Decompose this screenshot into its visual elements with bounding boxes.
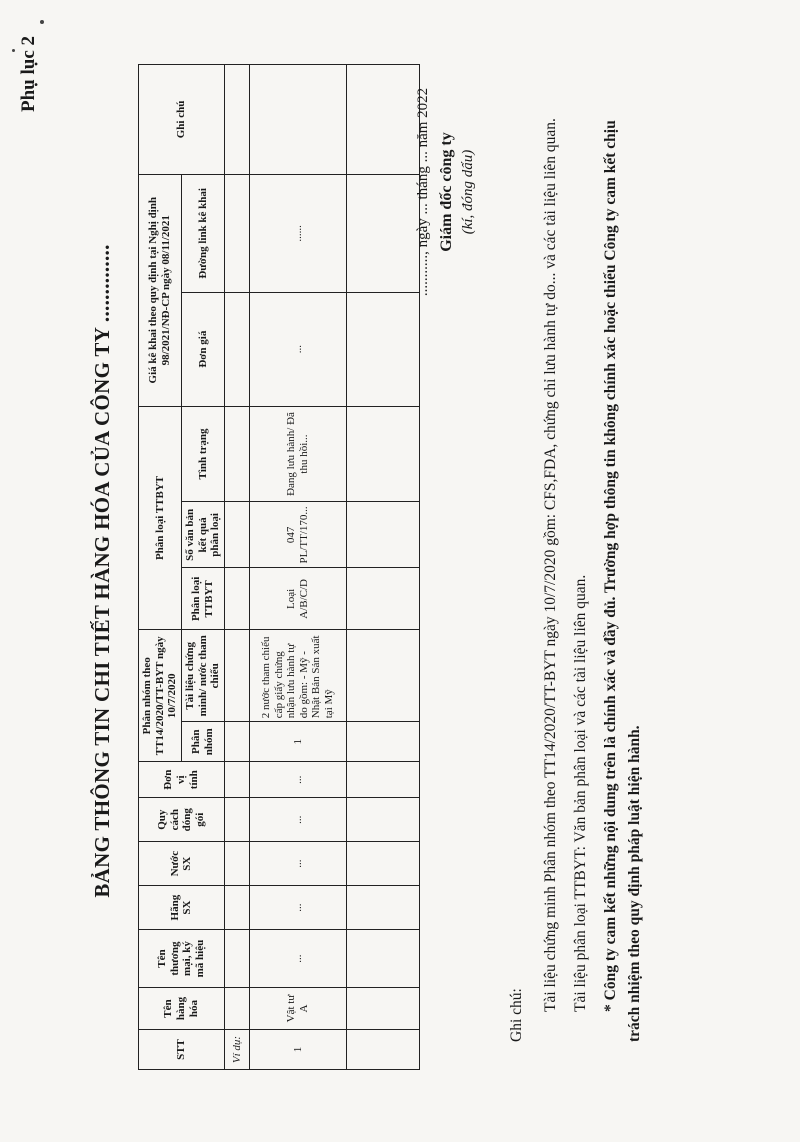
header-name: Tên hàng hóa	[139, 988, 225, 1030]
header-note: Ghi chú	[139, 65, 225, 175]
note-paragraph-1: Tài liệu chứng minh Phân nhóm theo TT14/2020/TT-BYT ngày 10/7/2020 gồm: CFS,FDA, chứng chỉ lưu hành tự do... và các tài liệu liên quan.	[542, 118, 560, 1012]
cell-group: 1	[249, 722, 346, 762]
header-brand: Tên thương mại, ký mã hiệu	[139, 930, 225, 988]
signature-block	[415, 2, 477, 382]
note-commitment: * Công ty cam kết những nội dung trên là chính xác và đầy đủ. Trường hợp thông tin không chính xác hoặc thiếu Công ty cam kết chịu trách nhiệm theo quy định pháp luật hiện hành.	[602, 120, 644, 1042]
cell-name: Vật tư A	[249, 988, 346, 1030]
header-class: Phân loại TTBYT	[139, 406, 182, 630]
cell-unit: ...	[249, 762, 346, 798]
table-header-row	[139, 65, 182, 1070]
header-stt: STT	[139, 1030, 225, 1070]
table-row	[224, 65, 249, 1070]
cell-brand: ...	[249, 930, 346, 988]
header-country: Nước SX	[139, 842, 225, 886]
header-price-unit: Đơn giá	[181, 292, 224, 406]
cell-status: Đang lưu hành/ Đã thu hồi...	[249, 406, 346, 502]
cell-stt: 1	[249, 1030, 346, 1070]
table-row	[249, 65, 346, 1070]
header-group-sub: Phân nhóm	[181, 722, 224, 762]
cell-note	[249, 65, 346, 175]
header-unit: Đơn vị tính	[139, 762, 225, 798]
header-price: Giá kê khai theo quy định tại Nghị định 98/2021/NĐ-CP ngày 08/11/2021	[139, 174, 182, 406]
cell-group-doc: 2 nước tham chiếu cấp giấy chứng nhận lưu hành tự do gồm: - Mỹ - Nhật Bản Sản xuất tại Mỹ	[249, 630, 346, 722]
cell-price: ...	[249, 292, 346, 406]
cell-link: ......	[249, 174, 346, 292]
sign-note: (kí, đóng dấu)	[460, 149, 476, 235]
cell-pack: ...	[249, 798, 346, 842]
cell-maker: ...	[249, 886, 346, 930]
scan-speck	[12, 49, 15, 52]
goods-info-table	[138, 64, 420, 1070]
notes-heading: Ghi chú:	[508, 988, 525, 1042]
header-group: Phân nhóm theo TT14/2020/TT-BYT ngày 10/7/2020	[139, 630, 182, 762]
example-label: Ví dụ:	[224, 1030, 249, 1070]
appendix-label: Phụ lục 2	[18, 35, 39, 112]
sign-date: ..........., ngày ... tháng ... năm 2022	[415, 87, 431, 297]
cell-country: ...	[249, 842, 346, 886]
header-pack: Quy cách đóng gói	[139, 798, 225, 842]
cell-class-no: 047 PL/TT/170...	[249, 502, 346, 568]
header-group-doc: Tài liệu chứng minh/ nước tham chiếu	[181, 630, 224, 722]
header-class-no: Số văn bản kết quả phân loại	[181, 502, 224, 568]
document-title: BẢNG THÔNG TIN CHI TIẾT HÀNG HÓA CỦA CÔNG TY ..............	[90, 244, 114, 898]
cell-class: Loại A/B/C/D	[249, 568, 346, 630]
notes-section	[505, 82, 653, 1042]
table-row	[346, 65, 419, 1070]
header-maker: Hãng SX	[139, 886, 225, 930]
header-price-link: Đường link kê khai	[181, 174, 224, 292]
scan-speck	[40, 20, 44, 24]
header-class-status: Tình trạng	[181, 406, 224, 502]
header-class-sub: Phân loại TTBYT	[181, 568, 224, 630]
sign-role: Giám đốc công ty	[438, 132, 455, 252]
note-paragraph-2: Tài liệu phân loại TTBYT: Văn bản phân loại và các tài liệu liên quan.	[572, 574, 590, 1012]
